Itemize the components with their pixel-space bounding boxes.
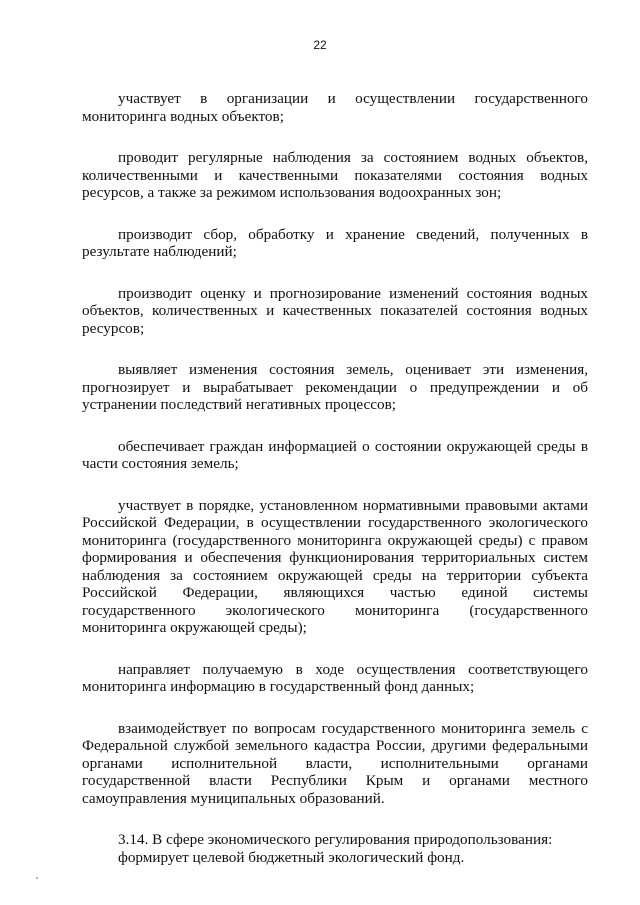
- paragraph-citizen-information: обеспечивает граждан информацией о состоянии окружающей среды в части состояния земель;: [82, 437, 588, 472]
- paragraph-data-collection: производит сбор, обработку и хранение сведений, полученных в результате наблюдений;: [82, 225, 588, 260]
- scan-speck: [36, 877, 38, 879]
- paragraph-regular-observations: проводит регулярные наблюдения за состоянием водных объектов, количественными и качественными показателями состояния водных ресурсов, а также за режимом использования водоохранных зон;: [82, 149, 588, 201]
- document-body: [82, 90, 588, 866]
- paragraph-ecological-monitoring: участвует в порядке, установленном нормативными правовыми актами Российской Федерации, в осуществлении государственного экологического мониторинга (государственного мониторинга окружающей среды) с правом формирования и обеспечения функционирования территориальных систем наблюдения за состоянием окружающей среды на территории субъекта Российской Федерации, являющихся частью единой системы государственного экологического мониторинга (государственного мониторинга окружающей среды);: [82, 496, 588, 636]
- section-item: формирует целевой бюджетный экологический фонд.: [118, 848, 465, 866]
- section-heading: 3.14. В сфере экономического регулирования природопользования:: [118, 831, 553, 848]
- paragraph-forecasting: производит оценку и прогнозирование изменений состояния водных объектов, количественных и качественных показателей состояния водных ресурсов;: [82, 284, 588, 337]
- paragraph-interaction: взаимодействует по вопросам государственного мониторинга земель с Федеральной службой земельного кадастра России, другими федеральными органами исполнительной власти, исполнительными органами государственной власти Республики Крым и органами местного самоуправления муниципальных образований.: [82, 719, 588, 807]
- page-number: 22: [313, 38, 327, 52]
- paragraph-water-monitoring: участвует в организации и осуществлении государственного мониторинга водных объектов;: [82, 90, 588, 125]
- paragraph-land-changes: выявляет изменения состояния земель, оценивает эти изменения, прогнозирует и вырабатывает рекомендации о предупреждении и об устранении последствий негативных процессов;: [82, 361, 588, 413]
- paragraph-data-fund: направляет получаемую в ходе осуществления соответствующего мониторинга информацию в государственный фонд данных;: [82, 660, 588, 695]
- section-3-14: [82, 831, 588, 866]
